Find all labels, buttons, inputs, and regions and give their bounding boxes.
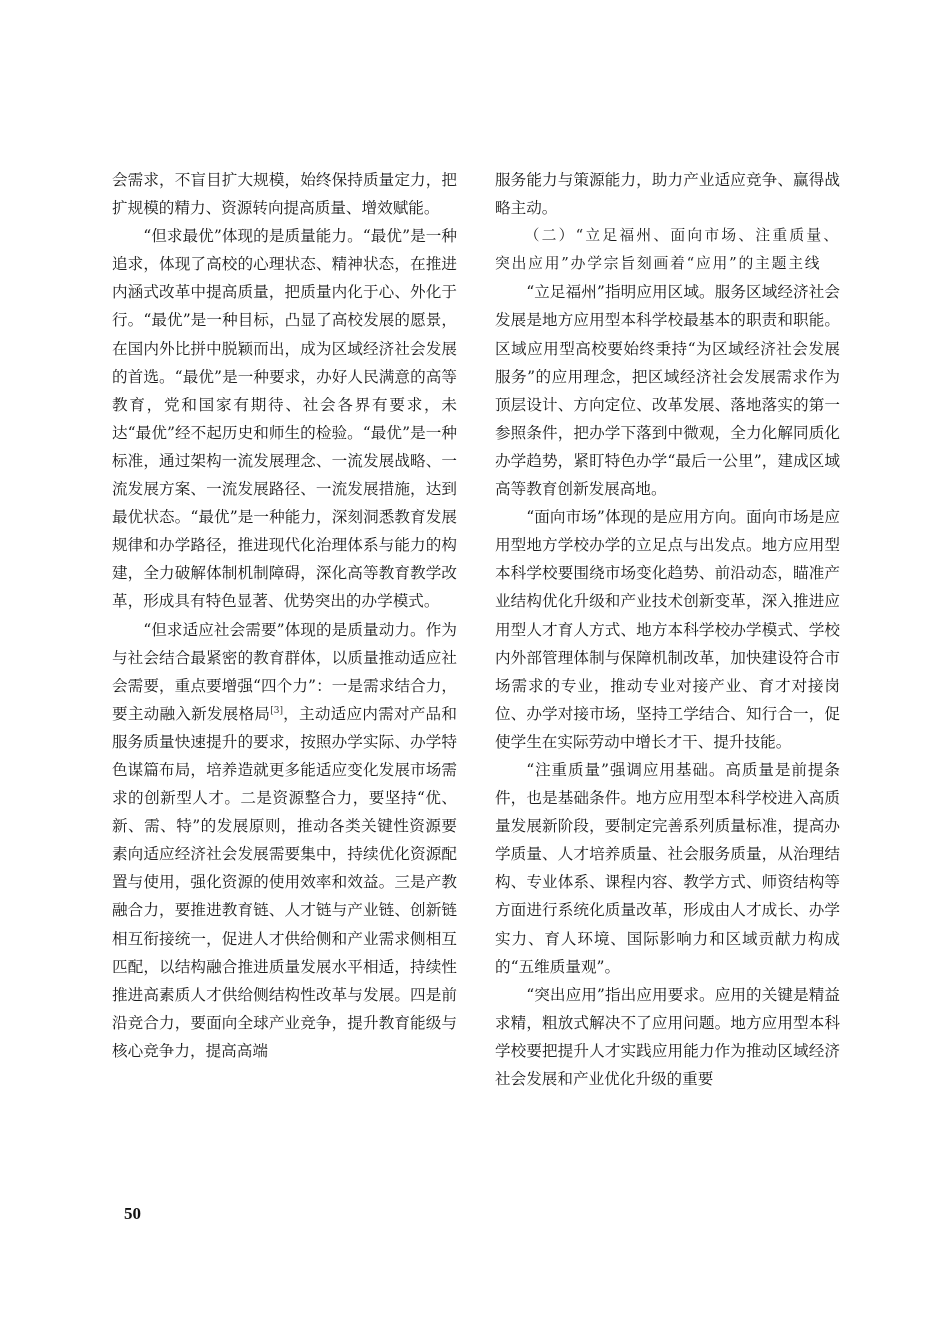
paragraph-market: “面向市场”体现的是应用方向。面向市场是应用型地方学校办学的立足点与出发点。地方应用型本科学校要围绕市场变化趋势、前沿动态，瞄准产业结构优化升级和产业技术创新变革，深入推进应用型人才育人方式、地方本科学校办学模式、学校内外部管理体制与保障机制改革，加快建设符合市场需求的专业，推动专业对接产业、育才对接岗位、办学对接市场，坚持工学结合、知行合一，促使学生在实际劳动中增长才干、提升技能。: [495, 508, 840, 751]
paragraph-text: ，主动适应内需对产品和服务质量快速提升的要求，按照办学实际、办学特色谋篇布局，培养造就更多能适应变化发展市场需求的创新型人才。二是资源整合力，要坚持“优、新、需、特”的发展原则，推动各类关键性资源要素向适应经济社会发展需要集中，持续优化资源配置与使用，强化资源的使用效率和效益。三是产教融合力，要推进教育链、人才链与产业链、创新链相互衔接统一，促进人才供给侧和产业需求侧相互匹配，以结构融合推进质量发展水平相适，持续性推进高素质人才供给侧结构性改革与发展。四是前沿竞合力，要面向全球产业竞争，提升教育能级与核心竞争力，提高高端: [112, 704, 457, 1060]
paragraph-continuation: 服务能力与策源能力，助力产业适应竞争、赢得战略主动。: [495, 171, 840, 218]
paragraph-application: “突出应用”指出应用要求。应用的关键是精益求精，粗放式解决不了应用问题。地方应用型本科学校要把提升人才实践应用能力作为推动区域经济社会发展和产业优化升级的重要: [495, 985, 840, 1088]
paragraph-quality-ability: “但求最优”体现的是质量能力。“最优”是一种追求，体现了高校的心理状态、精神状态，在推进内涵式改革中提高质量，把质量内化于心、外化于行。“最优”是一种目标，凸显了高校发展的愿景，在国内外比拼中脱颖而出，成为区域经济社会发展的首选。“最优”是一种要求，办好人民满意的高等教育，党和国家有期待、社会各界有要求，未达“最优”经不起历史和师生的检验。“最优”是一种标准，通过架构一流发展理念、一流发展战略、一流发展方案、一流发展路径、一流发展措施，达到最优状态。“最优”是一种能力，深刻洞悉教育发展规律和办学路径，推进现代化治理体系与能力的构建，全力破解体制机制障碍，深化高等教育教学改革，形成具有特色显著、优势突出的办学模式。: [112, 227, 457, 611]
section-heading: （二）“立足福州、面向市场、注重质量、突出应用”办学宗旨刻画着“应用”的主题主线: [495, 227, 840, 273]
paragraph-quality-momentum: [112, 616, 457, 1066]
paragraph-continuation: 会需求，不盲目扩大规模，始终保持质量定力，把扩规模的精力、资源转向提高质量、增效赋能。: [112, 171, 457, 218]
paragraph-text: “但求适应社会需要”体现的是质量动力。作为与社会结合最紧密的教育群体，以质量推动适应社会需要，重点要增强“四个力”：一是需求结合力，要主动融入新发展格局: [112, 620, 457, 723]
paragraph-fuzhou: “立足福州”指明应用区域。服务区域经济社会发展是地方应用型本科学校最基本的职责和职能。区域应用型高校要始终秉持“为区域经济社会发展服务”的应用理念，把区域经济社会发展需求作为顶层设计、方向定位、改革发展、落地落实的第一参照条件，把办学下落到中微观，全力化解同质化办学趋势，紧盯特色办学“最后一公里”，建成区域高等教育创新发展高地。: [495, 283, 840, 499]
page-number: 50: [124, 1204, 141, 1223]
paragraph-quality: “注重质量”强调应用基础。高质量是前提条件，也是基础条件。地方应用型本科学校进入高质量发展新阶段，要制定完善系列质量标准，提高办学质量、人才培养质量、社会服务质量，从治理结构、专业体系、课程内容、教学方式、师资结构等方面进行系统化质量改革，形成由人才成长、办学实力、育人环境、国际影响力和区域贡献力构成的“五维质量观”。: [495, 760, 840, 976]
right-column: [495, 166, 840, 1093]
citation-reference: [3]: [270, 705, 283, 716]
left-column: [112, 166, 457, 1065]
